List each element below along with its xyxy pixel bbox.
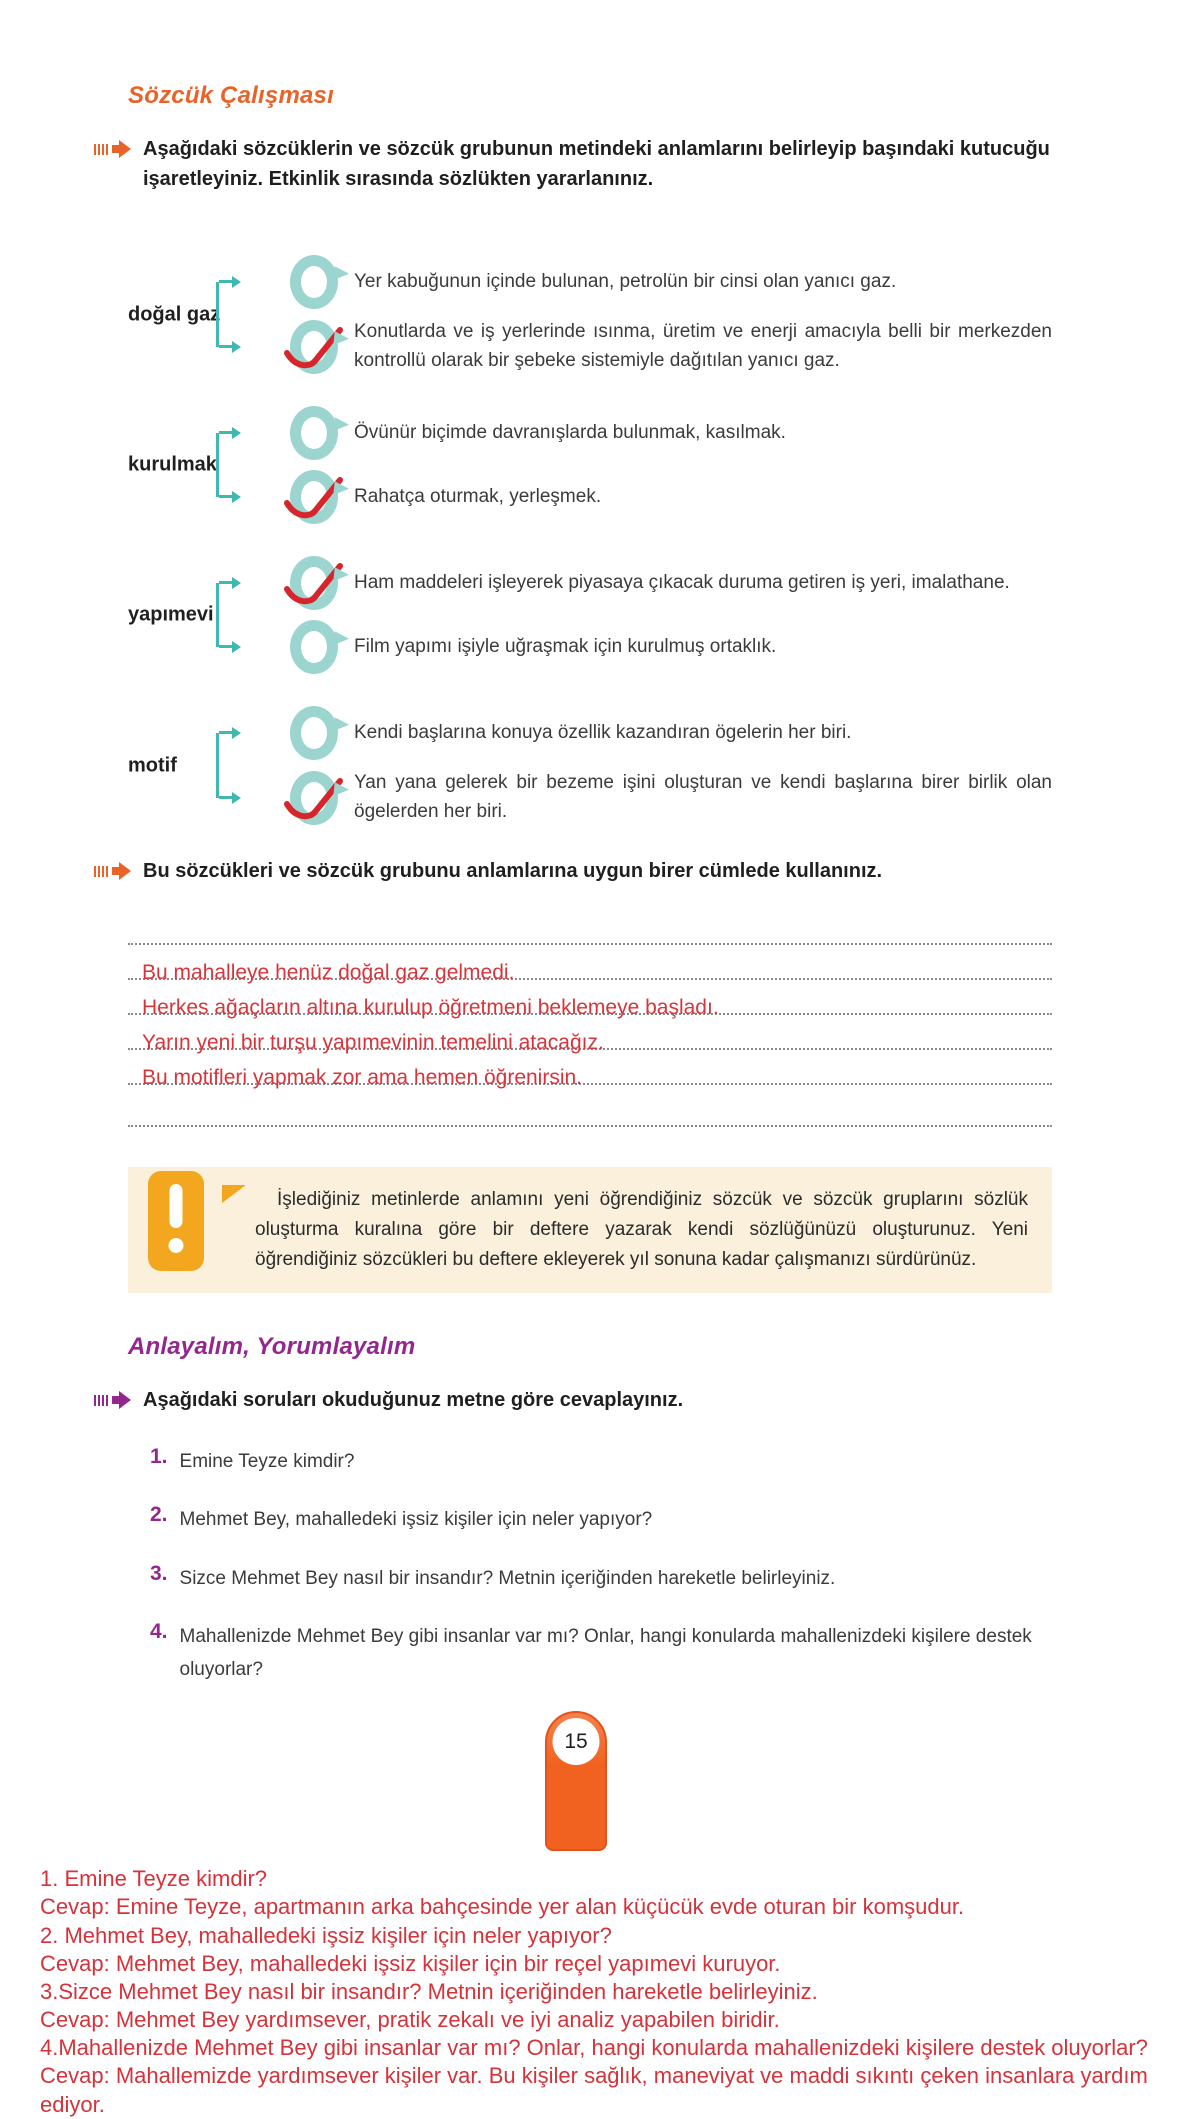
arrow-bullet-icon <box>94 862 131 880</box>
definition-text: Yer kabuğunun içinde bulunan, petrolün bir cinsi olan yanıcı gaz. <box>354 270 897 292</box>
question-number: 3. <box>150 1561 168 1585</box>
bubble-checkbox[interactable] <box>290 556 338 610</box>
bubble-checkbox[interactable] <box>290 406 338 460</box>
word-label: yapımevi <box>128 603 214 626</box>
definition-text: Konutlarda ve iş yerlerinde ısınma, üretim ve enerji amacıyla belli bir merkezden kontrollü olarak bir şebeke sistemiyle dağıtılan yanıcı gaz. <box>354 321 1052 371</box>
bubble-checkbox[interactable] <box>290 771 338 825</box>
bracket-icon <box>216 583 219 647</box>
bubble-checkbox[interactable] <box>290 706 338 760</box>
instruction-row-use <box>94 856 1054 886</box>
answer-line[interactable] <box>128 1015 1052 1054</box>
bracket-icon <box>216 282 219 347</box>
note-box <box>128 1167 1052 1293</box>
answer-line[interactable] <box>128 980 1052 1019</box>
question-item <box>150 1620 1050 1687</box>
answer-line[interactable] <box>128 945 1052 984</box>
answer-key-line: 2. Mehmet Bey, mahalledeki işsiz kişiler için neler yapıyor? <box>40 1922 612 1948</box>
answer-line[interactable] <box>128 1050 1052 1089</box>
answer-key-line: 1. Emine Teyze kimdir? <box>40 1866 268 1892</box>
handwritten-answer: Yarın yeni bir turşu yapımevinin temelini atacağız. <box>142 1031 604 1054</box>
definition-text: Ham maddeleri işleyerek piyasaya çıkacak duruma getiren iş yeri, imalathane. <box>354 571 1010 593</box>
instruction-row-questions <box>94 1385 1054 1415</box>
question-item <box>150 1562 1050 1595</box>
exclamation-icon-tail <box>222 1185 246 1203</box>
word-label: doğal gaz <box>128 303 221 325</box>
question-list <box>150 1445 1050 1686</box>
handwritten-answer: Bu mahalleye henüz doğal gaz gelmedi. <box>142 961 515 984</box>
definition-row <box>290 405 1052 461</box>
bubble-checkbox[interactable] <box>290 470 338 524</box>
instruction-text-use: Bu sözcükleri ve sözcük grubunu anlamlarına uygun birer cümlede kullanınız. <box>143 860 883 882</box>
instruction-text-questions: Aşağıdaki soruları okuduğunuz metne göre cevaplayınız. <box>143 1389 684 1412</box>
question-item <box>150 1445 1050 1478</box>
bubble-checkbox[interactable] <box>290 320 338 374</box>
question-text: Sizce Mehmet Bey nasıl bir insandır? Metnin içeriğinden hareketle belirleyiniz. <box>179 1567 836 1589</box>
check-icon <box>282 559 350 611</box>
check-icon <box>282 323 350 375</box>
definition-text: Yan yana gelerek bir bezeme işini oluşturan ve kendi başlarına birer birlik olan ögelerden her biri. <box>354 772 1052 822</box>
answer-line[interactable] <box>128 1085 1052 1127</box>
question-text: Mehmet Bey, mahalledeki işsiz kişiler için neler yapıyor? <box>179 1509 653 1531</box>
note-text: İşlediğiniz metinlerde anlamını yeni öğrendiğiniz sözcük ve sözcük gruplarını sözlük oluşturma kuralına göre bir deftere yazarak kendi sözlüğünüzü oluşturunuz. Yeni öğrendiğiniz sözcükleri bu deftere ekleyerek yıl sonuna kadar çalışmanızı sürdürünüz. <box>255 1189 1028 1271</box>
answer-line[interactable] <box>128 910 1052 945</box>
question-number: 4. <box>150 1619 168 1643</box>
question-text: Emine Teyze kimdir? <box>179 1451 355 1473</box>
definition-text: Övünür biçimde davranışlarda bulunmak, kasılmak. <box>354 421 786 443</box>
handwritten-answer: Bu motifleri yapmak zor ama hemen öğrenirsin. <box>142 1066 583 1089</box>
answer-key-line: Cevap: Mehmet Bey, mahalledeki işsiz kişiler için bir reçel yapımevi kuruyor. <box>40 1950 781 1976</box>
answer-key <box>40 1865 1160 2118</box>
definition-text: Kendi başlarına konuya özellik kazandıran ögelerin her biri. <box>354 721 852 743</box>
vocab-section-title: Sözcük Çalışması <box>128 82 334 109</box>
word-match-group <box>128 705 1052 826</box>
answer-key-line: 3.Sizce Mehmet Bey nasıl bir insandır? Metnin içeriğinden hareketle belirleyiniz. <box>40 1978 818 2004</box>
handwritten-answer: Herkes ağaçların altına kurulup öğretmeni beklemeye başladı. <box>142 996 719 1019</box>
definition-row <box>290 555 1052 611</box>
bubble-checkbox[interactable] <box>290 255 338 309</box>
answer-key-line: Cevap: Mahallemizde yardımsever kişiler var. Bu kişiler sağlık, maneviyat ve maddi sıkıntı çeken insanlara yardım ediyor. <box>40 2063 1148 2117</box>
instruction-text-mark: Aşağıdaki sözcüklerin ve sözcük grubunun metindeki anlamlarını belirleyip başındaki kutucuğu işaretleyiniz. Etkinlik sırasında sözlükten yararlanınız. <box>143 138 1050 190</box>
question-number: 1. <box>150 1445 168 1469</box>
question-number: 2. <box>150 1503 168 1527</box>
bubble-checkbox[interactable] <box>290 620 338 674</box>
question-text: Mahallenizde Mehmet Bey gibi insanlar var mı? Onlar, hangi konularda mahallenizdeki kişilere destek oluyorlar? <box>179 1625 1032 1681</box>
page-number: 15 <box>553 1718 600 1765</box>
arrow-bullet-icon <box>94 140 131 158</box>
answer-key-line: 4.Mahallenizde Mehmet Bey gibi insanlar var mı? Onlar, hangi konularda mahallenizdeki kişilere destek oluyorlar? <box>40 2035 1148 2061</box>
comprehension-section-title: Anlayalım, Yorumlayalım <box>128 1333 416 1361</box>
page-container <box>0 82 1180 2117</box>
definition-row <box>290 619 1052 675</box>
definition-row <box>290 318 1052 375</box>
exclamation-icon <box>148 1171 204 1271</box>
question-item <box>150 1503 1050 1536</box>
check-icon <box>282 774 350 826</box>
definition-text: Rahatça oturmak, yerleşmek. <box>354 485 602 507</box>
word-match-group <box>128 405 1052 525</box>
definition-row <box>290 254 1052 310</box>
definition-text: Film yapımı işiyle uğraşmak için kurulmuş ortaklık. <box>354 635 777 657</box>
definition-row <box>290 769 1052 826</box>
word-match-exercise <box>128 254 1052 826</box>
arrow-bullet-icon <box>94 1391 131 1409</box>
bracket-icon <box>216 433 219 497</box>
check-icon <box>282 473 350 525</box>
bracket-icon <box>216 733 219 798</box>
word-label: kurulmak <box>128 453 217 476</box>
word-match-group <box>128 254 1052 375</box>
word-label: motif <box>128 754 177 776</box>
sentence-writing-area <box>128 910 1052 1127</box>
page-number-badge <box>545 1711 607 1851</box>
definition-row <box>290 469 1052 525</box>
instruction-row-mark <box>94 134 1054 194</box>
definition-row <box>290 705 1052 761</box>
answer-key-line: Cevap: Mehmet Bey yardımsever, pratik zekalı ve iyi analiz yapabilen biridir. <box>40 2007 780 2033</box>
answer-key-line: Cevap: Emine Teyze, apartmanın arka bahçesinde yer alan küçücük evde oturan bir komşudur. <box>40 1894 965 1920</box>
word-match-group <box>128 555 1052 675</box>
